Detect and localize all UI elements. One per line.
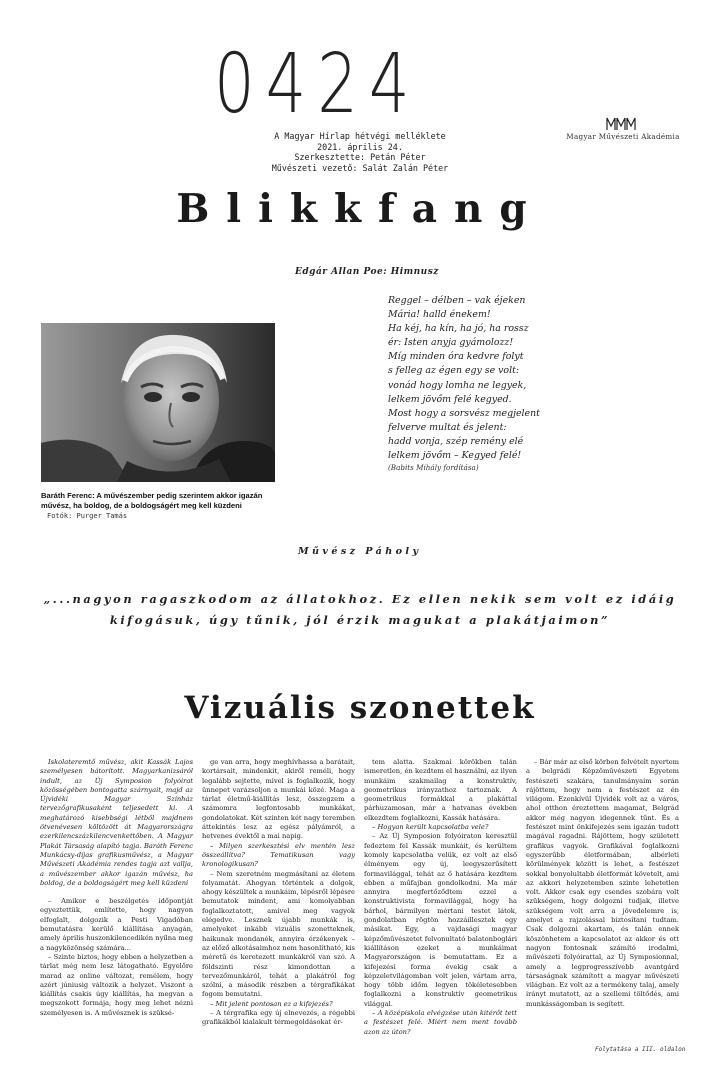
article-column-2 bbox=[202, 758, 355, 1028]
meta-supplement: A Magyar Hírlap hétvégi melléklete bbox=[274, 131, 446, 141]
portrait-photo-illustration bbox=[41, 323, 275, 482]
poem-translator: (Babits Mihály fordítása) bbox=[388, 463, 479, 472]
poem-line: Reggel – délben – vak éjeken bbox=[388, 295, 526, 306]
pull-quote: „...nagyon ragaszkodom az állatokhoz. Ez ellen nekik sem volt ez idáig kifogásuk, úgy tűnik, jól érzik magukat a plakátjaimon” bbox=[43, 592, 677, 627]
article-paragraph: tem alatta. Szakmai körökben talán ismeretlen, én kezdtem el használni, az ilyen munkáim szakmailag a konstruktív, geometrikus irányzathoz tartoznak. A geometrikus formákkal a plakáttal párhuzamosan, már a hatvanas években elkezdtem foglalkozni, Kassák hatására. bbox=[364, 758, 517, 822]
article-column-3 bbox=[364, 758, 517, 1037]
academy-name: Magyar Művészeti Akadémia bbox=[566, 132, 680, 141]
article-headline: Vizuális szonettek bbox=[184, 690, 536, 726]
academy-logo-icon bbox=[606, 117, 638, 131]
article-paragraph: – Amikor e beszélgetés időpontját egyeztettük, említette, hogy nagyon elfoglalt, dolgozik a Pesti Vigadóban bemutatásra kerülő kiállítása anyagán, amely április huszonkilencedikén nyílna meg a nagyközönség számára... bbox=[40, 897, 193, 952]
poem-line: Mária! halld énekem! bbox=[388, 309, 491, 321]
portrait-photo bbox=[41, 323, 275, 482]
continuation-note: Folytatása a III. oldalon bbox=[595, 1046, 686, 1053]
poem-text bbox=[388, 294, 628, 463]
masthead-title: Blikkfang bbox=[176, 186, 544, 232]
meta-editor: Szerkesztette: Petán Péter bbox=[294, 152, 426, 162]
issue-number: 0424 bbox=[214, 37, 421, 132]
poem-line: lelkem jövőm felé kegyed. bbox=[388, 393, 512, 405]
poem-line: hadd vonja, szép remény elé bbox=[388, 435, 524, 447]
article-paragraph: – Bár már az első körben felvételt nyertem a belgrádi Képzőművészeti Egyetem festészeti szakára, tanulmányaim során rájöttem, hogy nem a festészet az én világom. Ezenkívül Újvidék volt az a város, ahol otthon éreztettem magamat, Belgrád akkor még nagyon idegennek tűnt. És a festészet mint önkifejezés sem igazán tudott magával ragadni. Rájöttem, hogy született grafikus vagyok. Grafikával foglalkozni egyszerűbb életformában, albérleti körülmények között is lehet, a festészet sokkal bonyolultabb életformát követelt, ami az akkori helyzetemben szinte lehetetlen volt. Akkor csak egy csendes szobára volt szükségem, hogy dolgozni tudjak, illetve szükségem volt arra a jövedelemre is, amelyet a rajzolással biztosítani tudtam. Csak dolgozni akartam, és talán ennek köszönhetem a kapcsolatot az akkor és ott nagyon fontosnak számító irodalmi, művészeti folyóirattal, az Új Symposionnal, amely a legprogresszívebb avantgárd társaságnak számított a magyar művészeti világban. Ez volt az a termékeny talaj, amely irányt mutatott, az a szellemi töltődés, ami munkásságomban is segített. bbox=[526, 758, 679, 1008]
publication-meta bbox=[260, 131, 460, 173]
article-column-1 bbox=[40, 758, 193, 1018]
poem-line: Most hogy a sorsvész megjelent bbox=[388, 407, 540, 419]
article-paragraph: – Szinte biztos, hogy ebben a helyzetben a tárlat még nem lesz látogatható. Egyelőre marad az online változat, remélem, hogy azért júniusig változik a helyzet. Viszont a kiállítás csakis úgy kiállítás, ha megvan a megszokott formája, hogy meg lehet nézni személyesen is. A művésznek is szüksé- bbox=[40, 952, 193, 1017]
photo-caption: Baráth Ferenc: A művészember pedig szerintem akkor igazán művész, ha boldog, de a boldogságért meg kell küzdeni bbox=[41, 491, 263, 511]
poem-line: Míg minden óra kedvre folyt bbox=[388, 351, 524, 363]
poem-title: Edgár Allan Poe: Himnusz bbox=[295, 267, 439, 277]
article-paragraph: – Nem szeretném megmásítani az életem folyamatát. Ahogyan történtek a dolgok, ahogy készültek a munkáim, lépésről lépésre bemutatok mindent, ami komolyabban foglalkoztatott, amivel meg vagyok elégedve. Lesznek újabb munkák is, amelyeket inkább vizuális szonetteknek, haikunak mondanék, annyira érzékenyek – az előző alkotásaimhoz nem hasonlítható, kis méretű és keretezett munkákról van szó. A földszinti rész kimondottan a tervezőmunkáról, tehát a plakátról fog szólni, a második részben a térgrafikákat fogom bemutatni. bbox=[202, 869, 355, 999]
meta-art-director: Művészeti vezető: Salát Zalán Péter bbox=[271, 162, 449, 173]
article-lead: Iskolateremtő művész, akit Kassák Lajos személyesen bátorított. Magyarkanizsáról indult, az Új Symposion folyóirat közösségében bontogatta szárnyait, majd az Újvidéki Magyar Színház tervezőgrafikusaként teljesedett ki. A meghatározó kisebbségi létből majdnem ötvenévesen költözött át Magyarországra ezerkilencszázkilencvenkettőben. A Magyar Plakát Társaság alapító tagja. Baráth Ferenc Munkácsy-díjas grafikusművész, a Magyar Művészeti Akadémia rendes tagja azt vallja, a művészember akkor igazán művész, ha boldog, de a boldogságért meg kell küzdeni bbox=[40, 758, 193, 887]
meta-date: 2021. április 24. bbox=[317, 141, 403, 152]
article-question: – A középiskola elvégzése után kitérőt tett a festészet felé. Miért nem ment tovább azon az úton? bbox=[364, 1009, 517, 1036]
poem-line: s felleg az égen egy se volt: bbox=[388, 365, 519, 377]
poem-line: felverve multat és jelent: bbox=[388, 421, 507, 433]
article-column-4 bbox=[526, 758, 679, 1009]
article-question: – Hogyan került kapcsolatba vele? bbox=[372, 823, 489, 832]
article-body bbox=[40, 758, 680, 1048]
article-question: – Milyen szerkesztési elv mentén lesz összeállítva? Tematikusan vagy kronologikusan? bbox=[202, 841, 355, 869]
poem-line: ér: Isten anyja gyámolozz! bbox=[388, 337, 514, 349]
section-title: Művész Páholy bbox=[298, 546, 422, 557]
article-paragraph: – Az Új Symposion folyóiraton keresztül fedeztem fel Kassák munkáit, és kerültem komoly kapcsolatba velük, ez volt az első élményem egy új, leegyszerűsített formavilággal, tehát az ő hatására kezdtem ebben a műfajban gondolkodni. Ma már annyira megfertőződtem ezzel a konstruktivista formavilággal, hogy ha bárhol, bármilyen mértani testet látok, gondolatban rögtön hozzáillesztek egy másikat. Egy, a vajdasági magyar képzőművészetet felvonultató balatonboglári kiállításon ezeket a munkáimat Magyarországon is bemutattam. Ez a kifejezési forma évekig csak a képzeletvilágomban volt jelen, vártam arra, hogy több időm legyen tökéletesebben foglalkozni a konstruktív geometrikus világgal. bbox=[364, 832, 517, 1008]
photo-credit: Fotók: Purger Tamás bbox=[47, 512, 128, 520]
poem-line: lelkem jövőm – Kegyed felé! bbox=[388, 450, 522, 462]
article-paragraph: ge van arra, hogy meghívhassa a barátait, kortársait, mindenkit, akiről reméli, hogy legalább sejtette, mivel is foglalkozik, hogy ünnepet varázsoljon a munkái közé. Maga a tárlat életmű-kiállítás lesz, összegzem a számomra legfontosabb munkákat, gondolatokat. Két szinten két nagy teremben áttekintés lesz az egész pályámról, a hetvenes évektől a mai napig. bbox=[202, 758, 355, 841]
poem-line: vonád hogy lomha ne legyek, bbox=[388, 379, 527, 391]
poem-line: Ha kéj, ha kín, ha jó, ha rossz bbox=[388, 323, 529, 335]
article-paragraph: – A térgrafika egy új elnevezés, a régebbi grafikákból kialakult térmegoldásokat ér- bbox=[202, 1009, 355, 1027]
article-question: – Mit jelent pontosan ez a kifejezés? bbox=[210, 999, 333, 1008]
